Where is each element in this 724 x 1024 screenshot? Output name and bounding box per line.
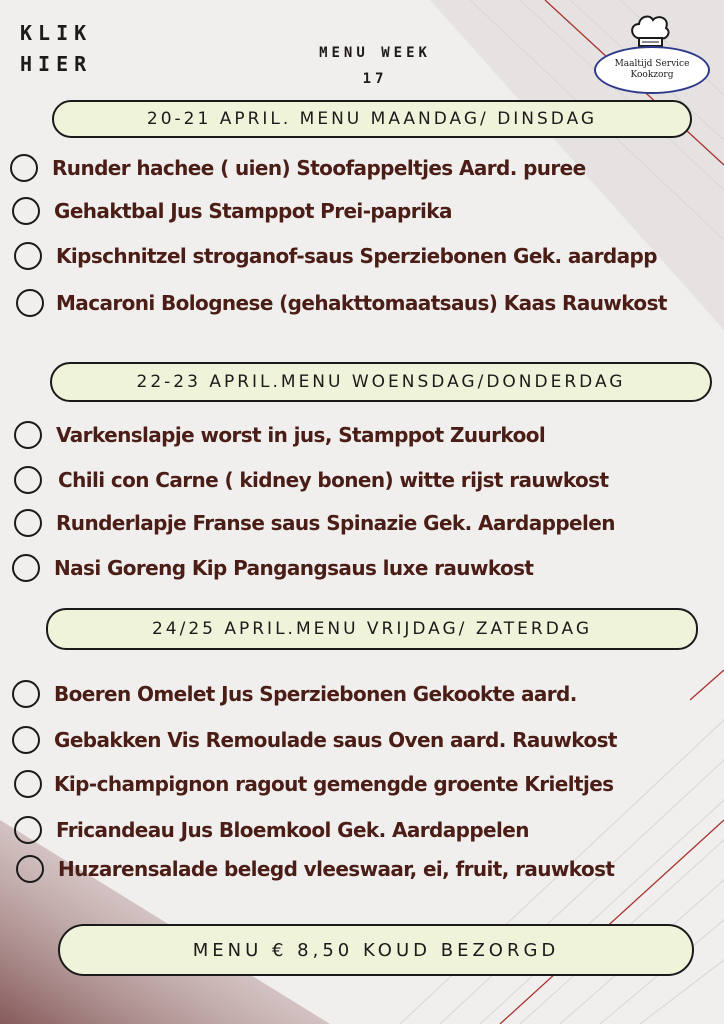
select-circle[interactable]: [12, 197, 40, 225]
price-banner: [58, 924, 694, 976]
menu-item: [0, 460, 724, 500]
section-heading-wednesday-thursday: [50, 362, 712, 402]
klik-hier-link[interactable]: [20, 18, 92, 80]
menu-item: [0, 415, 724, 455]
menu-item: [0, 764, 724, 804]
select-circle[interactable]: [14, 421, 42, 449]
menu-item: [0, 674, 724, 714]
menu-item: [0, 849, 724, 889]
page-title: [300, 40, 450, 92]
select-circle[interactable]: [14, 242, 42, 270]
menu-item-label: Kipschnitzel stroganof-saus Sperziebonen Gek. aardapp: [56, 244, 657, 268]
select-circle[interactable]: [16, 289, 44, 317]
title-line-1: MENU WEEK: [319, 45, 431, 61]
menu-item-label: Runder hachee ( uien) Stoofappeltjes Aard. puree: [52, 156, 586, 180]
menu-item: [0, 548, 724, 588]
klik-line-2: HIER: [20, 52, 93, 76]
menu-item-label: Chili con Carne ( kidney bonen) witte rijst rauwkost: [58, 468, 609, 492]
menu-item: [0, 720, 724, 760]
section-heading-text: 20-21 APRIL. MENU MAANDAG/ DINSDAG: [146, 109, 598, 129]
menu-item-label: Boeren Omelet Jus Sperziebonen Gekookte aard.: [54, 682, 577, 706]
section-heading-text: 22-23 APRIL.MENU WOENSDAG/DONDERDAG: [136, 372, 626, 392]
logo-line-2: Kookzorg: [630, 70, 674, 80]
klik-line-1: KLIK: [20, 21, 93, 45]
menu-item: [0, 236, 724, 276]
select-circle[interactable]: [12, 726, 40, 754]
menu-item-label: Gebakken Vis Remoulade saus Oven aard. Rauwkost: [54, 728, 617, 752]
logo-badge: [594, 46, 710, 94]
menu-item-label: Nasi Goreng Kip Pangangsaus luxe rauwkost: [54, 556, 534, 580]
select-circle[interactable]: [16, 855, 44, 883]
menu-item-label: Runderlapje Franse saus Spinazie Gek. Aardappelen: [56, 511, 615, 535]
menu-item-label: Huzarensalade belegd vleeswaar, ei, fruit, rauwkost: [58, 857, 615, 881]
logo: [592, 12, 712, 96]
menu-item: [0, 191, 724, 231]
menu-item: [0, 503, 724, 543]
menu-item: [0, 148, 724, 188]
select-circle[interactable]: [10, 154, 38, 182]
menu-item: [0, 810, 724, 850]
menu-item-label: Gehaktbal Jus Stamppot Prei-paprika: [54, 199, 452, 223]
menu-item-label: Kip-champignon ragout gemengde groente Krieltjes: [54, 772, 614, 796]
select-circle[interactable]: [14, 770, 42, 798]
section-heading-text: 24/25 APRIL.MENU VRIJDAG/ ZATERDAG: [151, 619, 593, 639]
price-text: MENU € 8,50 KOUD BEZORGD: [192, 939, 560, 961]
select-circle[interactable]: [14, 816, 42, 844]
menu-item-label: Fricandeau Jus Bloemkool Gek. Aardappelen: [56, 818, 529, 842]
logo-line-1: Maaltijd Service: [614, 59, 690, 69]
select-circle[interactable]: [12, 554, 40, 582]
title-line-2: 17: [362, 71, 388, 87]
select-circle[interactable]: [14, 509, 42, 537]
menu-item-label: Varkenslapje worst in jus, Stamppot Zuurkool: [56, 423, 546, 447]
select-circle[interactable]: [12, 680, 40, 708]
menu-item: [0, 283, 724, 323]
section-heading-friday-saturday: [46, 608, 698, 650]
menu-item-label: Macaroni Bolognese (gehakttomaatsaus) Kaas Rauwkost: [56, 291, 667, 315]
select-circle[interactable]: [14, 466, 42, 494]
section-heading-monday-tuesday: [52, 100, 692, 138]
